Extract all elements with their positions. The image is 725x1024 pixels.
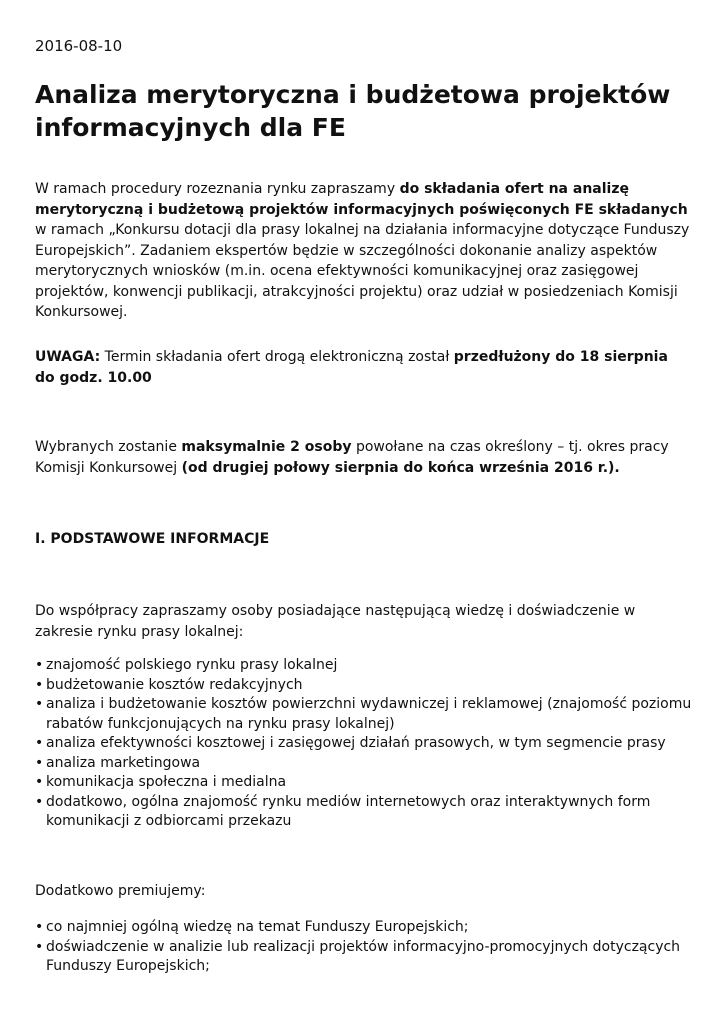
list-item-text: co najmniej ogólną wiedzę na temat Funduszy Europejskich;: [46, 919, 469, 935]
intro-text-1: W ramach procedury rozeznania rynku zapraszamy: [35, 181, 400, 197]
premiums-list: [35, 918, 695, 977]
bullet-icon: •: [35, 919, 44, 935]
selection-text-1: Wybranych zostanie: [35, 439, 182, 455]
list-item: [35, 734, 695, 754]
list-item-text: budżetowanie kosztów redakcyjnych: [46, 676, 303, 693]
selection-text-2: powołane na czas określony – tj. okres pracy Komisji Konkursowej: [35, 439, 669, 476]
notice-deadline: przedłużony do 18 sierpnia do godz. 10.00: [35, 349, 668, 386]
bullet-icon: •: [35, 754, 44, 771]
intro-bold-1: do składania ofert na analizę merytoryczną i budżetową projektów informacyjnych poświęconych FE składanych: [35, 181, 688, 218]
bullet-icon: •: [35, 938, 44, 955]
intro-text-2: w ramach „Konkursu dotacji dla prasy lokalnej na działania informacyjne dotyczące Funduszy Europejskich”. Zadaniem ekspertów będzie w szczególności dokonanie analizy aspektów merytorycznych wniosków (m.in. ocena efektywności komunikacyjnej oraz zasięgowej projektów, konwencji publikacji, atrakcyjności projektu) oraz udział w posiedzeniach Komisji Konkursowej.: [35, 222, 690, 320]
list-item: [35, 918, 695, 938]
publication-date: 2016-08-10: [35, 37, 123, 55]
list-item-text: analiza i budżetowanie kosztów powierzchni wydawniczej i reklamowej (znajomość poziomu rabatów funkcjonujących na rynku prasy lokalnej): [46, 696, 692, 732]
list-item: [35, 938, 695, 977]
list-item-text: doświadczenie w analizie lub realizacji projektów informacyjno-promocyjnych dotyczących Funduszy Europejskich;: [46, 938, 681, 974]
list-item-text: analiza marketingowa: [46, 754, 201, 771]
list-item-text: komunikacja społeczna i medialna: [46, 774, 287, 790]
list-item: [35, 754, 695, 774]
list-item-text: dodatkowo, ogólna znajomość rynku mediów internetowych oraz interaktywnych form komunikacji z odbiorcami przekazu: [46, 793, 651, 829]
bullet-icon: •: [35, 793, 44, 810]
list-item: [35, 676, 695, 696]
notice-text: Termin składania ofert drogą elektroniczną został: [100, 349, 454, 365]
list-item-text: analiza efektywności kosztowej i zasięgowej działań prasowych, w tym segmencie prasy: [46, 735, 666, 751]
list-item: [35, 773, 695, 793]
list-item-text: znajomość polskiego rynku prasy lokalnej: [46, 657, 338, 673]
intro-paragraph: [35, 179, 690, 323]
bullet-icon: •: [35, 774, 44, 790]
cooperation-paragraph: Do współpracy zapraszamy osoby posiadające następującą wiedzę i doświadczenie w zakresie rynku prasy lokalnej:: [35, 603, 636, 640]
bullet-icon: •: [35, 657, 44, 673]
list-item: [35, 656, 695, 676]
bullet-icon: •: [35, 696, 44, 712]
list-item: [35, 695, 695, 734]
page-title: Analiza merytoryczna i budżetowa projektów informacyjnych dla FE: [35, 80, 671, 142]
notice-paragraph: [35, 347, 690, 388]
requirements-list: [35, 656, 695, 832]
selection-bold-1: maksymalnie 2 osoby: [181, 439, 352, 455]
selection-bold-2: (od drugiej połowy sierpnia do końca września 2016 r.).: [181, 459, 620, 476]
notice-label: UWAGA:: [35, 349, 101, 365]
premium-intro: Dodatkowo premiujemy:: [35, 883, 206, 899]
bullet-icon: •: [35, 676, 44, 693]
bullet-icon: •: [35, 735, 44, 751]
selection-paragraph: [35, 437, 690, 478]
list-item: [35, 793, 695, 832]
section-heading: I. PODSTAWOWE INFORMACJE: [35, 531, 270, 547]
